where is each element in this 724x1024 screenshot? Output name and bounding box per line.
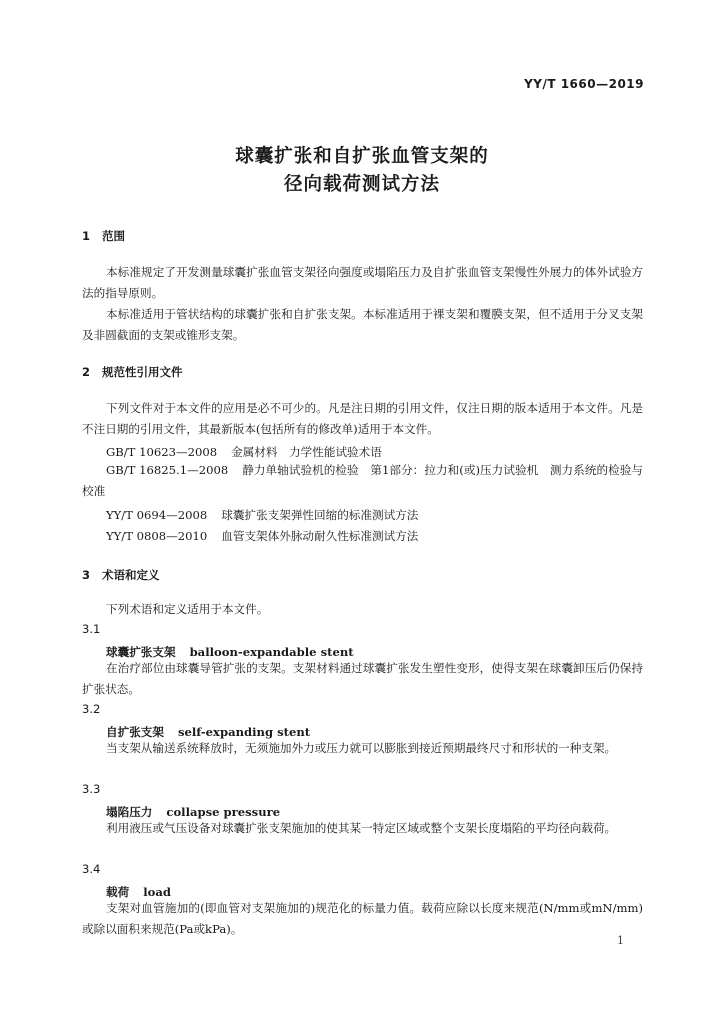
section-title: 范围 [102,229,125,243]
reference-title: 血管支架体外脉动耐久性标准测试方法 [221,529,419,543]
reference-code: YY/T 0808—2010 [106,529,208,543]
reference-item [106,444,382,460]
reference-title: 静力单轴试验机的检验 第1部分：拉力和(或)压力试验机 测力系统的检验与校准 [82,463,643,498]
reference-item [106,528,418,544]
section-1-heading [82,228,125,244]
document-title-line-1: 球囊扩张和自扩张血管支架的 [235,146,489,167]
section-3-heading [82,567,160,583]
term-definition: 在治疗部位由球囊导管扩张的支架。支架材料通过球囊扩张发生塑性变形，使得支架在球囊卸压后仍保持扩张状态。 [82,661,643,696]
reference-code: GB/T 10623—2008 [106,445,218,459]
scope-paragraph-2: 本标准适用于管状结构的球囊扩张和自扩张支架。本标准适用于裸支架和覆膜支架，但不适用于分叉支架及非圆截面的支架或锥形支架。 [82,307,643,342]
reference-title: 金属材料 力学性能试验术语 [231,445,382,459]
term-definition: 当支架从输送系统释放时，无须施加外力或压力就可以膨胀到接近预期最终尺寸和形状的一种支架。 [106,741,617,755]
clause-number: 3.1 [82,622,101,636]
term-chinese: 塌陷压力 [106,805,153,819]
refs-intro-paragraph: 下列文件对于本文件的应用是必不可少的。凡是注日期的引用文件，仅注日期的版本适用于本文件。凡是不注日期的引用文件，其最新版本(包括所有的修改单)适用于本文件。 [82,401,643,436]
reference-code: YY/T 0694—2008 [106,508,208,522]
reference-code: GB/T 16825.1—2008 [106,463,229,477]
clause-number: 3.4 [82,862,101,876]
document-title-line-2: 径向载荷测试方法 [283,174,440,195]
term-english: balloon-expandable stent [189,645,354,659]
section-title: 规范性引用文件 [102,365,183,379]
reference-title: 球囊扩张支架弹性回缩的标准测试方法 [221,508,419,522]
term-english: collapse pressure [166,805,281,819]
reference-item [106,507,418,523]
section-number: 1 [82,229,91,243]
term-definition: 支架对血管施加的(即血管对支架施加的)规范化的标量力值。载荷应除以长度来规范(N/mm或mN/mm)或除以面积来规范(Pa或kPa)。 [82,901,643,936]
term-chinese: 载荷 [106,885,130,899]
term-chinese: 球囊扩张支架 [106,645,176,659]
terms-intro-paragraph: 下列术语和定义适用于本文件。 [106,602,269,616]
term-definition: 利用液压或气压设备对球囊扩张支架施加的使其某一特定区域或整个支架长度塌陷的平均径向载荷。 [106,821,617,835]
reference-item [82,460,643,502]
section-number: 3 [82,568,91,582]
page-number: 1 [617,934,624,947]
scope-paragraph-1: 本标准规定了开发测量球囊扩张血管支架径向强度或塌陷压力及自扩张血管支架慢性外展力的体外试验方法的指导原则。 [82,265,643,300]
term-english: self-expanding stent [177,725,311,739]
term-chinese: 自扩张支架 [106,725,164,739]
standard-code: YY/T 1660—2019 [524,77,644,91]
clause-number: 3.2 [82,702,101,716]
term-english: load [143,885,171,899]
clause-number: 3.3 [82,782,101,796]
section-number: 2 [82,365,91,379]
section-title: 术语和定义 [102,568,160,582]
section-2-heading [82,364,183,380]
